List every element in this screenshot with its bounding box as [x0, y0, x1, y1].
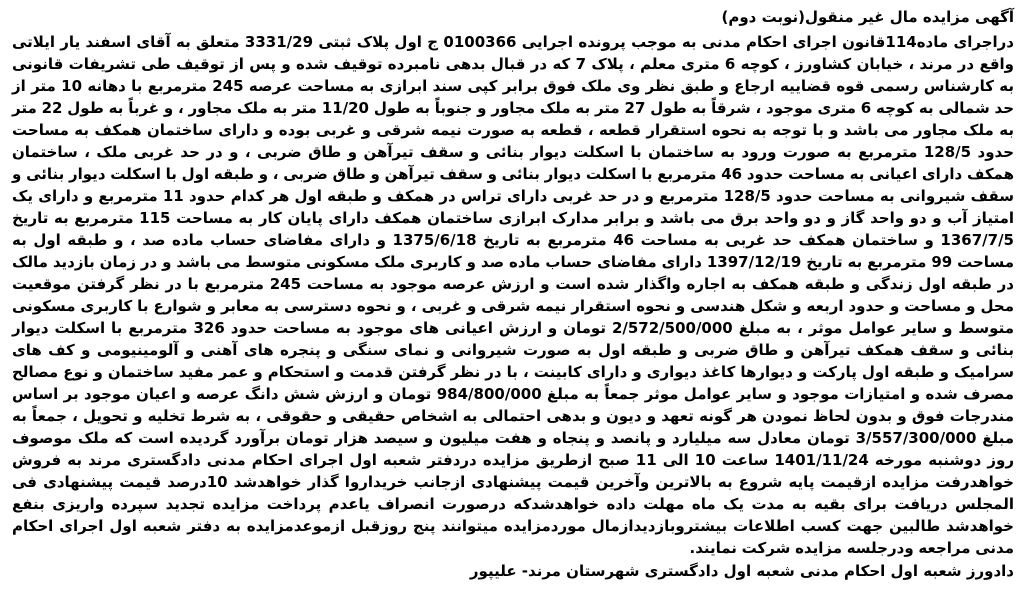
notice-body: دراجرای ماده114قانون اجرای احکام مدنی به موجب پرونده اجرایی 0100366 ج اول پلاک ثبتی 3331/29 متعلق به آقای اسفند یار ایلاتی واقع در مرند ، خیابان کشاورز ، کوچه 6 متری معلم ، پلاک 7 که در قبال بدهی نامبرده توقیف شده و پس از توقیف طی تشریفات قانونی به کارشناس رسمی قوه قضاییه ارجاع و طبق نظر وی ملک فوق برابر کپی سند ابرازی به مساحت عرصه 245 مترمربع با دهانه 10 متر از حد شمالی به کوچه 6 متری موجود ، شرقاً به طول 27 متر به ملک مجاور و جنوباً به طول 11/20 متر به ملک مجاور ، و غرباً به طول 22 متر به ملک مجاور می باشد و با توجه به نحوه استقرار قطعه ، قطعه به صورت نیمه شرقی و غربی بوده و دارای ساختمان همکف به مساحت حدود 128/5 مترمربع به صورت ورود به ساختمان با اسکلت دیوار بنائی و سقف تیرآهن و طاق ضربی ، و در حد غربی ملک ، ساختمان همکف دارای اعیانی به مساحت حدود 46 مترمربع با اسکلت دیوار بنائی و سقف تیرآهن و طاق ضربی ، و طبقه اول با اسکلت دیوار بنائی و سقف شیروانی به مساحت حدود 128/5 مترمربع و در حد غربی دارای تراس در همکف و طبقه اول هر کدام حدود 11 مترمربع و دارای یک امتیاز آب و دو واحد گاز و دو واحد برق می باشد و برابر مدارک ابرازی ساختمان همکف دارای پایان کار به مساحت 115 مترمربع به تاریخ 1367/7/5 و ساختمان همکف حد غربی به مساحت 46 مترمربع به تاریخ 1375/6/18 و دارای مفاضای حساب ماده صد ، و طبقه اول به مساحت 99 مترمربع به تاریخ 1397/12/19 دارای مفاضای حساب ماده صد و کاربری ملک مسکونی متوسط می باشد و در زمان بازدید مالک در طبقه اول زندگی و طبقه همکف به اجاره واگذار شده است و ارزش عرصه موجود به مساحت 245 مترمربع با در نظر گرفتن موقعیت محل و مساحت و حدود اربعه و شکل هندسی و نحوه استقرار نیمه شرقی و غربی ، و نحوه دسترسی به معابر و شوارع با کاربری مسکونی متوسط و سایر عوامل موثر ، به مبلغ 2/572/500/000 تومان و ارزش اعیانی های موجود به مساحت حدود 326 مترمربع با اسکلت دیوار بنائی و سقف همکف تیرآهن و طاق ضربی و طبقه اول به صورت شیروانی و نمای سنگی و پنجره های آهنی و آلومینیومی و کف های سرامیک و طبقه اول پارکت و دیوارها کاغذ دیواری و دارای کابینت ، با در نظر گرفتن قدمت و استحکام و عمر مفید ساختمان و نوع مصالح مصرف شده و امتیازات موجود و سایر عوامل موثر جمعاً به مبلغ 984/800/000 تومان و ارزش شش دانگ عرصه و اعیان موجود بر اساس مندرجات فوق و بدون لحاظ نمودن هر گونه تعهد و دیون و بدهی احتمالی به اشخاص حقیقی و حقوقی ، به شرط تخلیه و تحویل ، جمعاً به مبلغ 3/557/300/000 تومان معادل سه میلیارد و پانصد و پنجاه و هفت میلیون و سیصد هزار تومان برآورد گردیده است که ملک موصوف روز دوشنبه مورخه 1401/11/24 ساعت 10 الی 11 صبح ازطریق مزایده دردفتر شعبه اول اجرای احکام مدنی دادگستری مرند به فروش خواهدرفت مزایده ازقیمت پایه شروع به بالاترین وآخرین قیمت پیشنهادی ازجانب خریداروا گذار خواهدشد 10درصد قیمت پیشنهادی فی المجلس دریافت برای بقیه به مدت یک ماه مهلت داده خواهدشدکه درصورت انصراف یاعدم پرداخت مزایده تجدید سپرده واریزی بنفع خواهدشد طالبین جهت کسب اطلاعات بیشتروبازدیدازمال موردمزایده میتوانند پنج روزقبل ازموعدمزایده به دفتر شعبه اول اجرای احکام مدنی مراجعه ودرجلسه مزایده شرکت نمایند.	[12, 33, 1015, 557]
notice-signature: دادورز شعبه اول احکام مدنی شعبه اول دادگستری شهرستان مرند- علیپور	[469, 562, 1014, 580]
notice-title: آگهی مزایده مال غیر منقول(نوبت دوم)	[721, 8, 1014, 26]
